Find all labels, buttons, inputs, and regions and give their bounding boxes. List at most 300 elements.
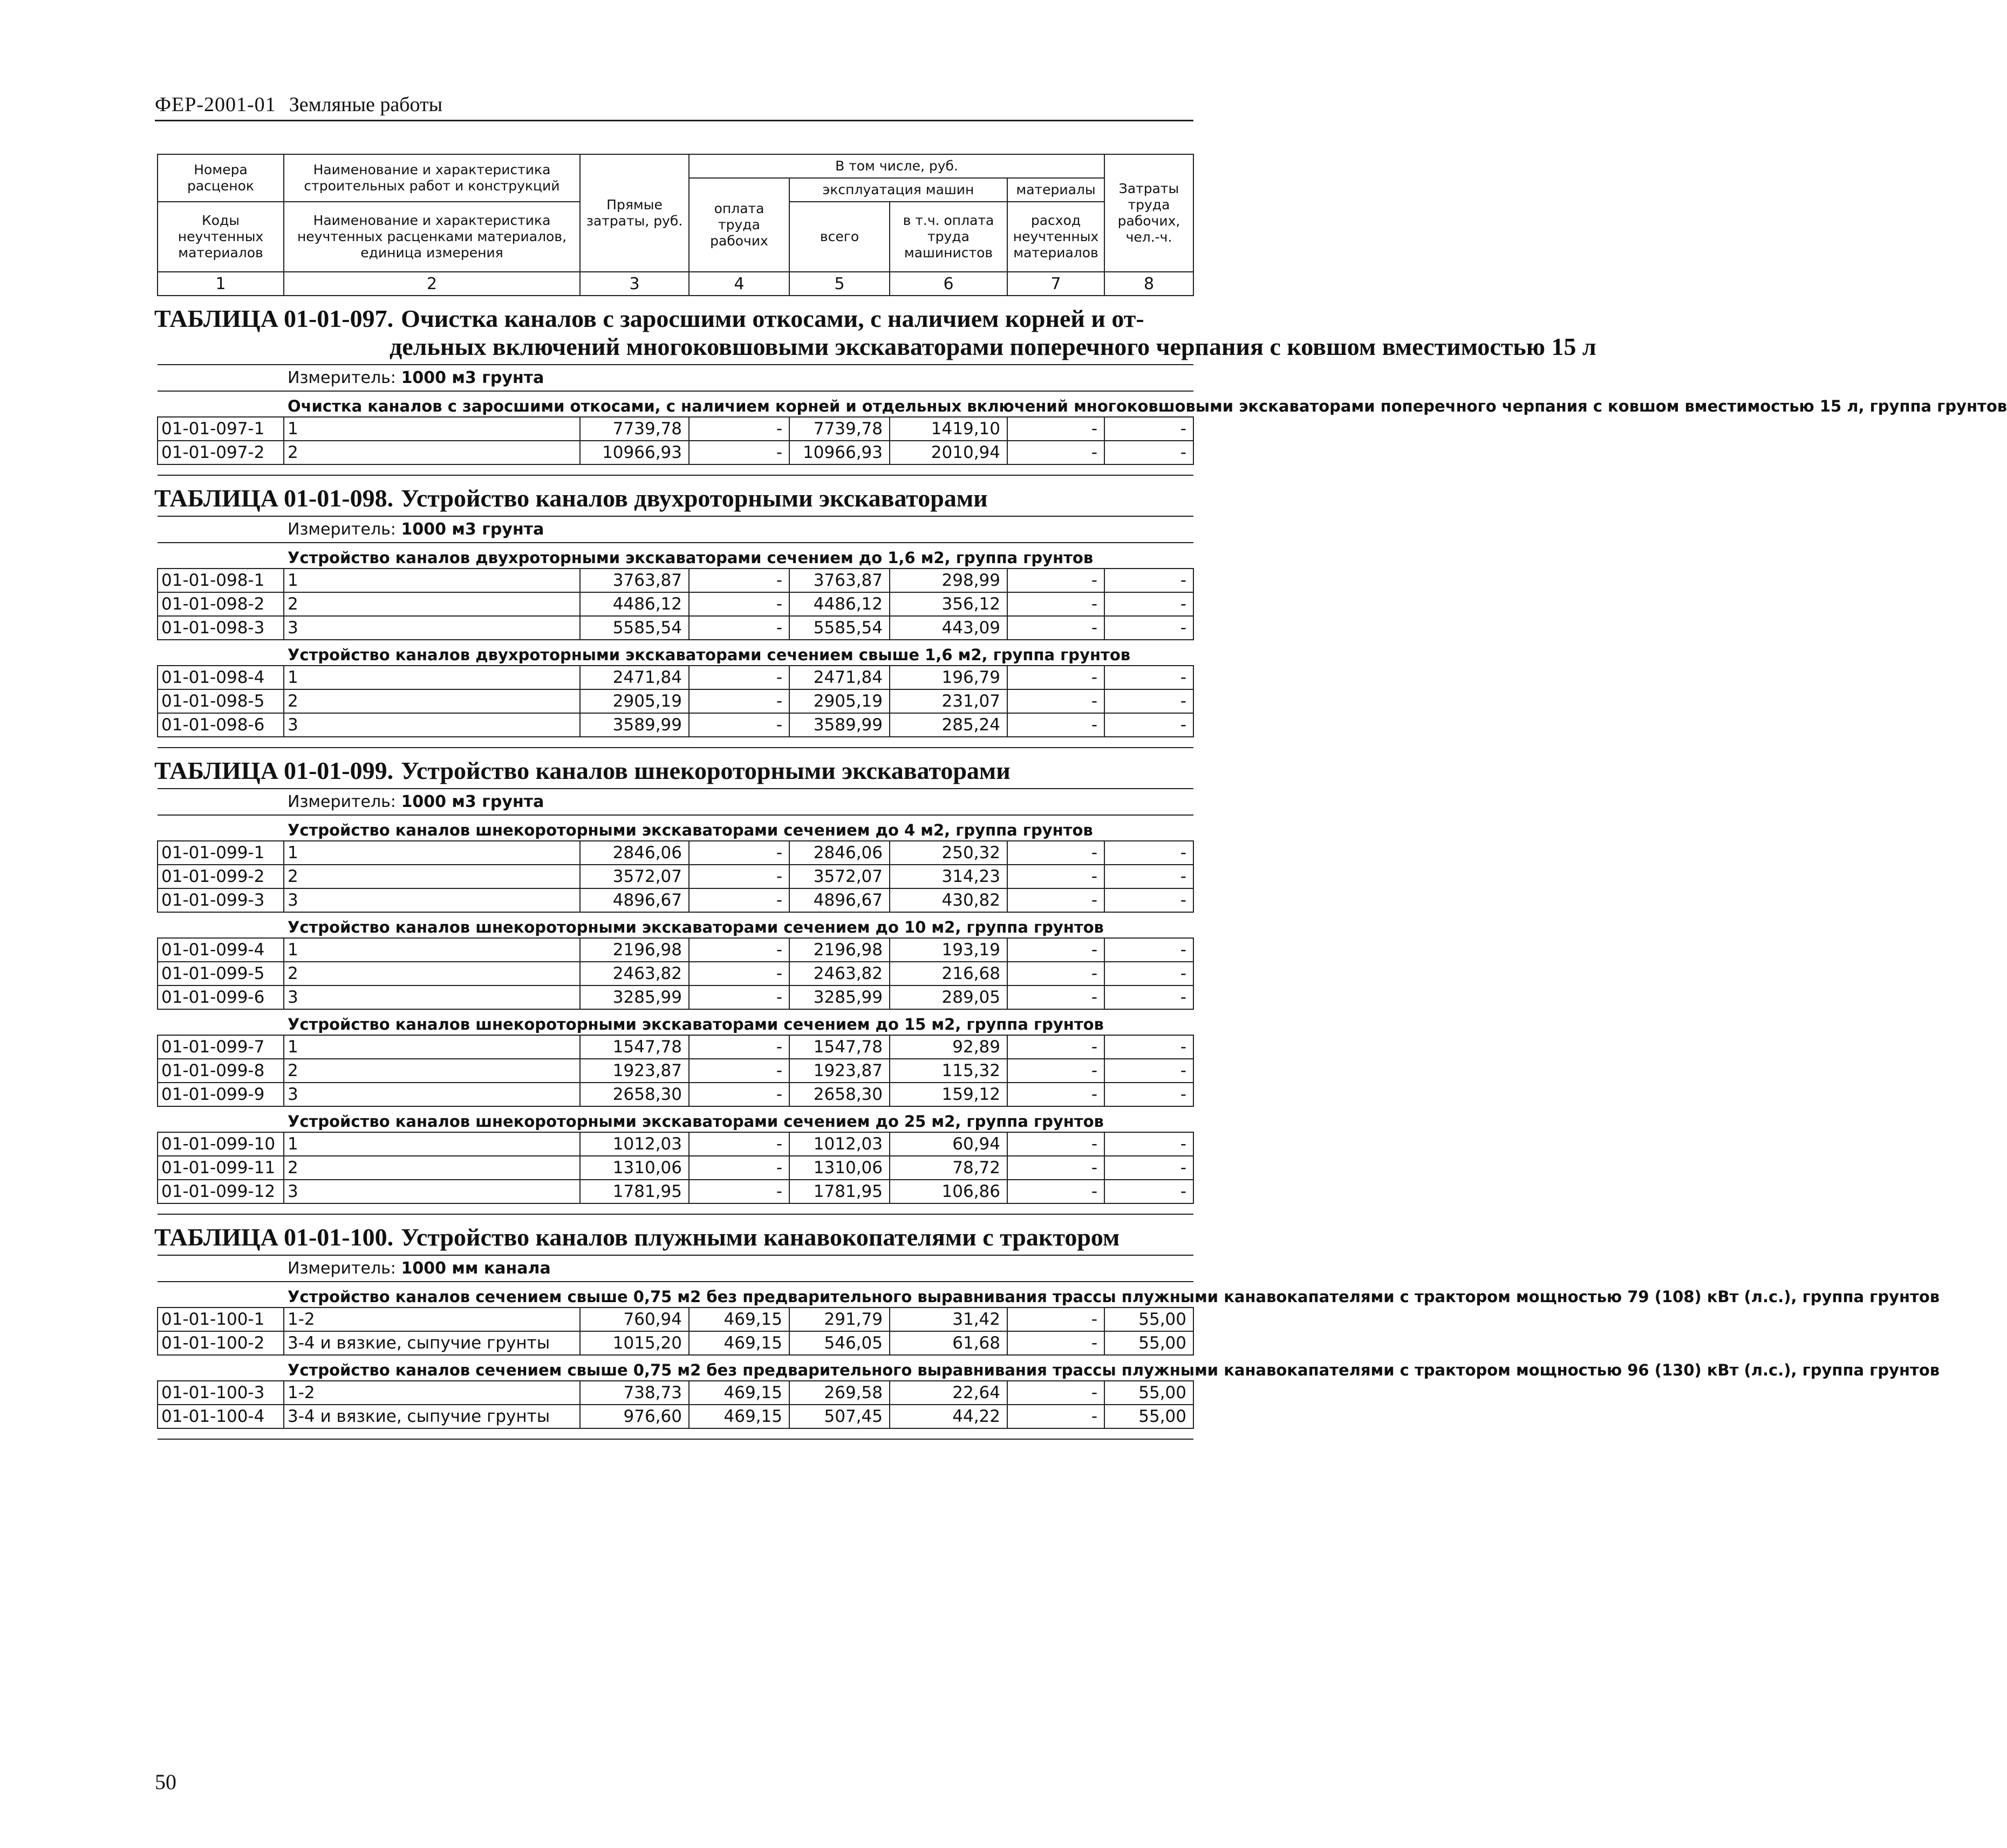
table-title-row xyxy=(158,748,1193,789)
cell-materials: - xyxy=(1007,1405,1104,1428)
cell-materials: - xyxy=(1007,938,1104,962)
cell-machines: 3285,99 xyxy=(789,985,890,1009)
cell-hours: 55,00 xyxy=(1104,1405,1193,1428)
table-title-text: Устройство каналов двухроторными экскаваторами xyxy=(401,484,988,512)
column-number: 1 xyxy=(158,272,284,296)
table-row xyxy=(158,441,1193,464)
cell-labor: - xyxy=(689,1083,789,1106)
group-title: Устройство каналов двухроторными экскаваторами сечением свыше 1,6 м2, группа грунтов xyxy=(158,640,1193,666)
group-title: Устройство каналов двухроторными экскаваторами сечением до 1,6 м2, группа грунтов xyxy=(158,543,1193,569)
cell-direct: 1547,78 xyxy=(580,1035,689,1059)
cell-operators: 196,79 xyxy=(890,666,1007,689)
cell-name: 2 xyxy=(284,1156,580,1180)
cell-code: 01-01-097-1 xyxy=(158,417,284,441)
cell-materials: - xyxy=(1007,616,1104,640)
table-label: ТАБЛИЦА xyxy=(154,1223,278,1251)
cell-direct: 738,73 xyxy=(580,1381,689,1405)
cell-materials: - xyxy=(1007,1180,1104,1203)
cell-operators: 78,72 xyxy=(890,1156,1007,1180)
cell-labor: 469,15 xyxy=(689,1381,789,1405)
cell-operators: 31,42 xyxy=(890,1308,1007,1331)
cell-code: 01-01-097-2 xyxy=(158,441,284,464)
cell-materials: - xyxy=(1007,1381,1104,1405)
table-title xyxy=(154,748,1193,789)
cell-hours: - xyxy=(1104,1132,1193,1156)
cell-code: 01-01-099-1 xyxy=(158,841,284,865)
group-title: Устройство каналов сечением свыше 0,75 м2 без предварительного выравнивания трассы плужными канавокапателями с трактором мощностью 96 (130) кВт (л.с.), группа грунтов xyxy=(158,1355,1193,1381)
cell-hours: - xyxy=(1104,1059,1193,1083)
measure-value: 1000 м3 грунта xyxy=(401,520,544,539)
header-material-consumption: расход неучтенных материалов xyxy=(1007,202,1104,272)
cell-code: 01-01-098-3 xyxy=(158,616,284,640)
cell-hours: 55,00 xyxy=(1104,1308,1193,1331)
cell-hours: - xyxy=(1104,592,1193,616)
cell-code: 01-01-099-3 xyxy=(158,888,284,912)
cell-code: 01-01-098-1 xyxy=(158,569,284,592)
cell-direct: 976,60 xyxy=(580,1405,689,1428)
cell-labor: 469,15 xyxy=(689,1308,789,1331)
table-title xyxy=(154,475,1193,516)
group-row xyxy=(158,815,1193,841)
table-spacer xyxy=(158,1428,1193,1439)
cell-hours: - xyxy=(1104,666,1193,689)
cell-materials: - xyxy=(1007,1083,1104,1106)
measure-label: Измеритель: xyxy=(288,792,396,811)
cell-hours: - xyxy=(1104,616,1193,640)
table-row xyxy=(158,1308,1193,1331)
cell-materials: - xyxy=(1007,713,1104,737)
table-row xyxy=(158,713,1193,737)
table-row xyxy=(158,888,1193,912)
cell-machines: 2846,06 xyxy=(789,841,890,865)
cell-operators: 60,94 xyxy=(890,1132,1007,1156)
table-spacer xyxy=(158,464,1193,475)
cell-labor: - xyxy=(689,441,789,464)
cell-machines: 2463,82 xyxy=(789,962,890,985)
cell-labor: - xyxy=(689,985,789,1009)
cell-materials: - xyxy=(1007,985,1104,1009)
table-row xyxy=(158,865,1193,888)
cell-name: 3 xyxy=(284,1180,580,1203)
cell-labor: 469,15 xyxy=(689,1405,789,1428)
cell-name: 3-4 и вязкие, сыпучие грунты xyxy=(284,1405,580,1428)
cell-machines: 7739,78 xyxy=(789,417,890,441)
table-row xyxy=(158,666,1193,689)
table-row xyxy=(158,1035,1193,1059)
group-row xyxy=(158,543,1193,569)
cell-code: 01-01-098-5 xyxy=(158,689,284,713)
table-title-text: Устройство каналов плужными канавокопателями с трактором xyxy=(401,1223,1120,1251)
cell-operators: 92,89 xyxy=(890,1035,1007,1059)
cell-name: 1 xyxy=(284,1035,580,1059)
cell-machines: 291,79 xyxy=(789,1308,890,1331)
header-direct-costs: Прямые затраты, руб. xyxy=(580,154,689,272)
cell-machines: 4486,12 xyxy=(789,592,890,616)
page-header xyxy=(155,92,1193,121)
table-body xyxy=(154,296,2007,1439)
cell-machines: 1547,78 xyxy=(789,1035,890,1059)
cell-name: 3 xyxy=(284,985,580,1009)
cell-hours: 55,00 xyxy=(1104,1331,1193,1355)
cell-direct: 2471,84 xyxy=(580,666,689,689)
cell-code: 01-01-099-6 xyxy=(158,985,284,1009)
table-header xyxy=(158,154,1193,296)
cell-hours: - xyxy=(1104,841,1193,865)
section-title: Земляные работы xyxy=(289,93,443,116)
header-machines-total: всего xyxy=(789,202,890,272)
cell-name: 3-4 и вязкие, сыпучие грунты xyxy=(284,1331,580,1355)
cell-machines: 507,45 xyxy=(789,1405,890,1428)
column-numbers-row xyxy=(158,272,1193,296)
cell-direct: 2846,06 xyxy=(580,841,689,865)
cell-materials: - xyxy=(1007,1156,1104,1180)
cell-machines: 3763,87 xyxy=(789,569,890,592)
cell-machines: 2196,98 xyxy=(789,938,890,962)
measure-row xyxy=(158,516,1193,543)
cell-direct: 3589,99 xyxy=(580,713,689,737)
cell-name: 1 xyxy=(284,1132,580,1156)
cell-materials: - xyxy=(1007,1059,1104,1083)
cell-labor: - xyxy=(689,938,789,962)
table-title-row xyxy=(158,475,1193,516)
cell-materials: - xyxy=(1007,592,1104,616)
table-row xyxy=(158,1180,1193,1203)
cell-labor: - xyxy=(689,666,789,689)
measure-label: Измеритель: xyxy=(288,1259,396,1278)
table-title-text: Очистка каналов с заросшими откосами, с наличием корней и от- xyxy=(401,305,1144,332)
group-title: Устройство каналов шнекороторными экскаваторами сечением до 4 м2, группа грунтов xyxy=(158,815,1193,841)
cell-operators: 216,68 xyxy=(890,962,1007,985)
cell-machines: 269,58 xyxy=(789,1381,890,1405)
cell-code: 01-01-098-6 xyxy=(158,713,284,737)
cell-materials: - xyxy=(1007,865,1104,888)
table-row xyxy=(158,417,1193,441)
cell-labor: - xyxy=(689,1132,789,1156)
spacer-cell xyxy=(158,1428,1193,1439)
measure-value: 1000 м3 грунта xyxy=(401,368,544,387)
cell-operators: 356,12 xyxy=(890,592,1007,616)
cell-hours: - xyxy=(1104,985,1193,1009)
cell-materials: - xyxy=(1007,441,1104,464)
table-code: 01-01-099. xyxy=(283,757,394,784)
cell-operators: 443,09 xyxy=(890,616,1007,640)
group-row xyxy=(158,1009,1193,1035)
measure-row xyxy=(158,365,1193,391)
cell-materials: - xyxy=(1007,962,1104,985)
header-materials: материалы xyxy=(1007,178,1104,202)
cell-hours: - xyxy=(1104,1083,1193,1106)
cell-name: 1 xyxy=(284,569,580,592)
table-row xyxy=(158,1059,1193,1083)
cell-hours: 55,00 xyxy=(1104,1381,1193,1405)
cell-direct: 1012,03 xyxy=(580,1132,689,1156)
column-number: 8 xyxy=(1104,272,1193,296)
cell-hours: - xyxy=(1104,938,1193,962)
table-row xyxy=(158,569,1193,592)
cell-hours: - xyxy=(1104,441,1193,464)
cell-operators: 250,32 xyxy=(890,841,1007,865)
group-title: Устройство каналов шнекороторными экскаваторами сечением до 10 м2, группа грунтов xyxy=(158,912,1193,938)
cell-name: 2 xyxy=(284,689,580,713)
measure-label: Измеритель: xyxy=(288,520,396,539)
cell-machines: 2905,19 xyxy=(789,689,890,713)
measure-value: 1000 м3 грунта xyxy=(401,792,544,811)
cell-name: 1 xyxy=(284,938,580,962)
table-title xyxy=(154,1214,1193,1255)
cell-name: 2 xyxy=(284,592,580,616)
table-title-text: Устройство каналов шнекороторными экскаваторами xyxy=(401,757,1011,784)
cell-operators: 285,24 xyxy=(890,713,1007,737)
cell-code: 01-01-100-3 xyxy=(158,1381,284,1405)
column-number: 3 xyxy=(580,272,689,296)
table-spacer xyxy=(158,737,1193,748)
group-title: Устройство каналов шнекороторными экскаваторами сечением до 15 м2, группа грунтов xyxy=(158,1009,1193,1035)
header-rate-numbers: Номера расценок xyxy=(158,154,284,202)
cell-labor: 469,15 xyxy=(689,1331,789,1355)
table-label: ТАБЛИЦА xyxy=(154,757,278,784)
table-row xyxy=(158,689,1193,713)
cell-name: 3 xyxy=(284,616,580,640)
cell-name: 1 xyxy=(284,666,580,689)
cell-labor: - xyxy=(689,888,789,912)
header-material-codes: Коды неучтенных материалов xyxy=(158,202,284,272)
cell-operators: 231,07 xyxy=(890,689,1007,713)
cell-name: 3 xyxy=(284,888,580,912)
table-label: ТАБЛИЦА xyxy=(154,484,278,512)
cell-labor: - xyxy=(689,417,789,441)
cell-name: 1-2 xyxy=(284,1308,580,1331)
table-code: 01-01-100. xyxy=(283,1223,394,1251)
cell-operators: 430,82 xyxy=(890,888,1007,912)
cell-name: 2 xyxy=(284,441,580,464)
group-row xyxy=(158,1282,1193,1308)
cell-hours: - xyxy=(1104,865,1193,888)
table-row xyxy=(158,841,1193,865)
cell-name: 2 xyxy=(284,1059,580,1083)
measure-row xyxy=(158,1255,1193,1282)
cell-operators: 1419,10 xyxy=(890,417,1007,441)
header-operator-pay: в т.ч. оплата труда машинистов xyxy=(890,202,1007,272)
measure-row xyxy=(158,789,1193,815)
cell-name: 2 xyxy=(284,962,580,985)
spacer-cell xyxy=(158,464,1193,475)
cell-direct: 3572,07 xyxy=(580,865,689,888)
cell-direct: 2905,19 xyxy=(580,689,689,713)
header-material-names: Наименование и характеристика неучтенных расценками материалов, единица измерения xyxy=(284,202,580,272)
table-row xyxy=(158,938,1193,962)
cell-operators: 193,19 xyxy=(890,938,1007,962)
cell-machines: 4896,67 xyxy=(789,888,890,912)
group-row xyxy=(158,1355,1193,1381)
column-number: 6 xyxy=(890,272,1007,296)
cell-direct: 10966,93 xyxy=(580,441,689,464)
cell-hours: - xyxy=(1104,962,1193,985)
table-title-continuation: дельных включений многоковшовыми экскаваторами поперечного черпания с ковшом вместимостью 15 л xyxy=(390,333,1596,360)
cell-direct: 1923,87 xyxy=(580,1059,689,1083)
table-row xyxy=(158,1381,1193,1405)
cell-materials: - xyxy=(1007,1308,1104,1331)
table-row xyxy=(158,962,1193,985)
document-code: ФЕР-2001-01 xyxy=(155,93,276,116)
header-work-name: Наименование и характеристика строительных работ и конструкций xyxy=(284,154,580,202)
cell-code: 01-01-099-12 xyxy=(158,1180,284,1203)
header-including: В том числе, руб. xyxy=(689,154,1104,178)
spacer-cell xyxy=(158,737,1193,748)
table-code: 01-01-097. xyxy=(283,305,394,332)
cell-name: 1 xyxy=(284,417,580,441)
cell-operators: 22,64 xyxy=(890,1381,1007,1405)
cell-operators: 61,68 xyxy=(890,1331,1007,1355)
cell-hours: - xyxy=(1104,417,1193,441)
cell-hours: - xyxy=(1104,1035,1193,1059)
cell-labor: - xyxy=(689,1180,789,1203)
cell-direct: 2196,98 xyxy=(580,938,689,962)
table-label: ТАБЛИЦА xyxy=(154,305,278,332)
header-worker-pay: оплата труда рабочих xyxy=(689,178,789,272)
cell-materials: - xyxy=(1007,1331,1104,1355)
cell-code: 01-01-100-1 xyxy=(158,1308,284,1331)
cell-code: 01-01-099-11 xyxy=(158,1156,284,1180)
table-row xyxy=(158,1156,1193,1180)
table-row xyxy=(158,1405,1193,1428)
cell-direct: 760,94 xyxy=(580,1308,689,1331)
cell-hours: - xyxy=(1104,888,1193,912)
cell-labor: - xyxy=(689,1156,789,1180)
column-number: 2 xyxy=(284,272,580,296)
cell-machines: 546,05 xyxy=(789,1331,890,1355)
cell-machines: 3572,07 xyxy=(789,865,890,888)
cell-labor: - xyxy=(689,865,789,888)
spacer-cell xyxy=(158,1203,1193,1214)
column-number: 5 xyxy=(789,272,890,296)
cell-direct: 2658,30 xyxy=(580,1083,689,1106)
measure-label: Измеритель: xyxy=(288,368,396,387)
cell-direct: 1310,06 xyxy=(580,1156,689,1180)
cell-code: 01-01-099-4 xyxy=(158,938,284,962)
cell-operators: 289,05 xyxy=(890,985,1007,1009)
cell-materials: - xyxy=(1007,888,1104,912)
group-row xyxy=(158,640,1193,666)
table-row xyxy=(158,985,1193,1009)
cell-direct: 4486,12 xyxy=(580,592,689,616)
group-row xyxy=(158,912,1193,938)
cell-machines: 2471,84 xyxy=(789,666,890,689)
cell-materials: - xyxy=(1007,417,1104,441)
cell-operators: 44,22 xyxy=(890,1405,1007,1428)
table-row xyxy=(158,592,1193,616)
cell-direct: 4896,67 xyxy=(580,888,689,912)
cell-code: 01-01-099-10 xyxy=(158,1132,284,1156)
cell-operators: 298,99 xyxy=(890,569,1007,592)
cell-labor: - xyxy=(689,713,789,737)
cell-direct: 5585,54 xyxy=(580,616,689,640)
group-title: Устройство каналов сечением свыше 0,75 м2 без предварительного выравнивания трассы плужными канавокапателями с трактором мощностью 79 (108) кВт (л.с.), группа грунтов xyxy=(158,1282,1193,1308)
cell-labor: - xyxy=(689,569,789,592)
cell-materials: - xyxy=(1007,1035,1104,1059)
table-row xyxy=(158,1083,1193,1106)
cell-hours: - xyxy=(1104,689,1193,713)
group-row xyxy=(158,1106,1193,1132)
cell-labor: - xyxy=(689,841,789,865)
cell-machines: 10966,93 xyxy=(789,441,890,464)
cell-machines: 5585,54 xyxy=(789,616,890,640)
cell-code: 01-01-098-2 xyxy=(158,592,284,616)
group-row xyxy=(158,391,1193,417)
cell-direct: 3285,99 xyxy=(580,985,689,1009)
cell-direct: 7739,78 xyxy=(580,417,689,441)
cell-code: 01-01-099-8 xyxy=(158,1059,284,1083)
cell-machines: 1781,95 xyxy=(789,1180,890,1203)
cell-machines: 3589,99 xyxy=(789,713,890,737)
cell-machines: 1012,03 xyxy=(789,1132,890,1156)
cell-materials: - xyxy=(1007,841,1104,865)
cell-hours: - xyxy=(1104,1180,1193,1203)
column-number: 7 xyxy=(1007,272,1104,296)
cell-machines: 1923,87 xyxy=(789,1059,890,1083)
measure-unit xyxy=(158,789,1193,815)
cell-direct: 3763,87 xyxy=(580,569,689,592)
cell-name: 2 xyxy=(284,865,580,888)
cell-code: 01-01-099-9 xyxy=(158,1083,284,1106)
table-row xyxy=(158,616,1193,640)
table-row xyxy=(158,1132,1193,1156)
cell-operators: 115,32 xyxy=(890,1059,1007,1083)
cell-hours: - xyxy=(1104,713,1193,737)
measure-unit xyxy=(158,365,1193,391)
cell-name: 3 xyxy=(284,1083,580,1106)
cell-direct: 2463,82 xyxy=(580,962,689,985)
table-spacer xyxy=(158,1203,1193,1214)
cell-materials: - xyxy=(1007,689,1104,713)
cell-name: 3 xyxy=(284,713,580,737)
cell-labor: - xyxy=(689,1035,789,1059)
header-labor-hours: Затраты труда рабочих, чел.-ч. xyxy=(1104,154,1193,272)
measure-unit xyxy=(158,1255,1193,1282)
measure-value: 1000 мм канала xyxy=(401,1259,551,1278)
cell-hours: - xyxy=(1104,1156,1193,1180)
cell-operators: 314,23 xyxy=(890,865,1007,888)
cell-labor: - xyxy=(689,689,789,713)
cell-name: 1 xyxy=(284,841,580,865)
cell-materials: - xyxy=(1007,569,1104,592)
cell-code: 01-01-098-4 xyxy=(158,666,284,689)
cell-code: 01-01-099-7 xyxy=(158,1035,284,1059)
cell-materials: - xyxy=(1007,666,1104,689)
table-title xyxy=(154,296,1596,365)
cell-labor: - xyxy=(689,592,789,616)
cell-machines: 1310,06 xyxy=(789,1156,890,1180)
cell-materials: - xyxy=(1007,1132,1104,1156)
cell-labor: - xyxy=(689,962,789,985)
cell-operators: 2010,94 xyxy=(890,441,1007,464)
cell-labor: - xyxy=(689,1059,789,1083)
cell-labor: - xyxy=(689,616,789,640)
table-row xyxy=(158,1331,1193,1355)
cell-code: 01-01-099-2 xyxy=(158,865,284,888)
table-title-row xyxy=(158,296,1193,365)
cell-direct: 1781,95 xyxy=(580,1180,689,1203)
table-code: 01-01-098. xyxy=(283,484,394,512)
cell-code: 01-01-100-4 xyxy=(158,1405,284,1428)
rates-table xyxy=(154,154,2007,1440)
cell-hours: - xyxy=(1104,569,1193,592)
cell-machines: 2658,30 xyxy=(789,1083,890,1106)
column-number: 4 xyxy=(689,272,789,296)
cell-operators: 106,86 xyxy=(890,1180,1007,1203)
cell-operators: 159,12 xyxy=(890,1083,1007,1106)
cell-code: 01-01-099-5 xyxy=(158,962,284,985)
table-title-row xyxy=(158,1214,1193,1255)
